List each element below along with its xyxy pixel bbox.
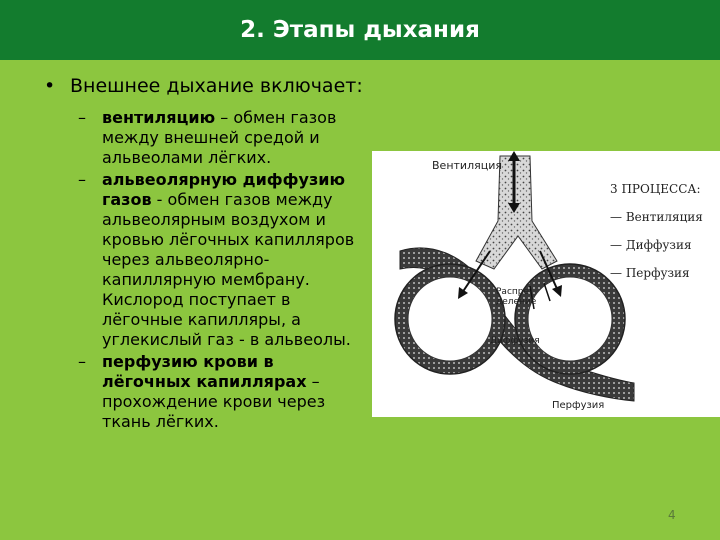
definition-diffusion: - обмен газов между альвеолярным воздухом и кровью лёгочных капилляров через альвеолярно-капиллярную мембрану. Кислород поступает в лёгочные капилляры, а углекислый газ - в альвеолы. — [102, 190, 355, 349]
dash: – — [78, 170, 86, 189]
slide-content — [44, 74, 364, 434]
bullet-symbol: • — [44, 75, 56, 97]
dash: – — [78, 352, 86, 371]
respiration-diagram — [372, 151, 720, 417]
label-distribution: Распре- деление — [496, 287, 537, 307]
bullet-item — [44, 74, 364, 98]
sub-list — [78, 108, 364, 432]
definition-ventilation: – обмен газов между внешней средой и альвеолами лёгких. — [102, 108, 337, 167]
title-bar — [0, 0, 720, 60]
sub-item-ventilation — [78, 108, 364, 168]
legend-item-ventilation: — Вентиляция — [610, 210, 703, 224]
dash: – — [78, 108, 86, 127]
term-ventilation: вентиляцию — [102, 108, 216, 127]
label-perfusion: Перфузия — [552, 400, 605, 411]
sub-item-perfusion — [78, 352, 364, 432]
term-diffusion: альвеолярную диффузию газов — [102, 170, 346, 209]
term-perfusion: перфузию крови в лёгочных капиллярах — [102, 352, 307, 391]
sub-item-diffusion — [78, 170, 364, 350]
legend-item-perfusion: — Перфузия — [610, 266, 690, 280]
legend — [610, 175, 703, 287]
page-title: 2. Этапы дыхания — [240, 17, 480, 43]
slide-number: 4 — [668, 508, 676, 522]
legend-title: 3 ПРОЦЕССА: — [610, 182, 701, 196]
label-diffusion: Диффузия — [490, 336, 540, 346]
label-ventilation: Вентиляция — [432, 159, 502, 172]
bullet-text: Внешнее дыхание включает: — [70, 75, 363, 97]
definition-perfusion: – прохождение крови через ткань лёгких. — [102, 372, 326, 431]
legend-item-diffusion: — Диффузия — [610, 238, 692, 252]
